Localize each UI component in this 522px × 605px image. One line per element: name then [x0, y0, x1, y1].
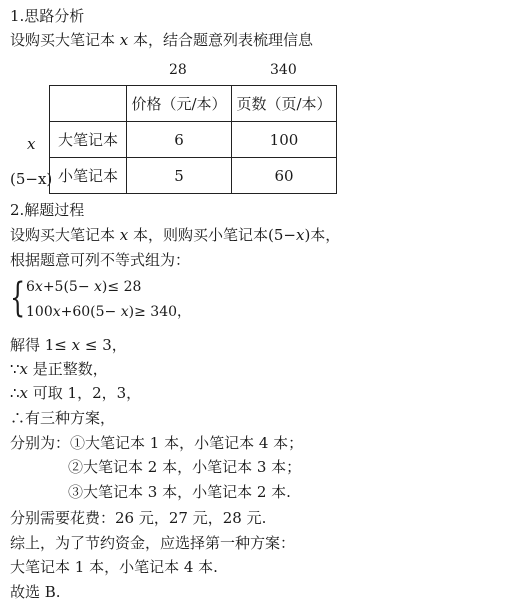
conclusion-line-1: 综上，为了节约资金，应选择第一种方案：	[10, 534, 296, 552]
because-line: ∵x 是正整数，	[10, 360, 108, 378]
cell-pages: 100	[232, 122, 337, 158]
plan-1: 分别为：①大笔记本 1 本，小笔记本 4 本；	[10, 434, 304, 452]
table-header-row	[50, 86, 337, 122]
conclusion-line-2: 大笔记本 1 本，小笔记本 4 本.	[10, 558, 218, 576]
table-row	[50, 158, 337, 194]
setup-line: 设购买大笔记本 x 本，则购买小笔记本(5−x)本，	[10, 226, 341, 244]
costs-line: 分别需要花费：26 元，27 元，28 元.	[10, 509, 267, 527]
solution-line: 解得 1≤ x ≤ 3，	[10, 336, 127, 354]
inequality-intro: 根据题意可列不等式组为：	[10, 251, 191, 269]
inequality-system	[10, 275, 210, 322]
cell-name: 大笔记本	[50, 122, 127, 158]
header-price: 价格（元/本）	[127, 86, 232, 122]
cell-price: 5	[127, 158, 232, 194]
table-row	[50, 122, 337, 158]
section-2-title: 2.解题过程	[10, 201, 85, 219]
section-1-title: 1.思路分析	[10, 7, 85, 25]
plans-count-line: ∴有三种方案，	[10, 409, 116, 427]
cell-name: 小笔记本	[50, 158, 127, 194]
plan-2: ②大笔记本 2 本，小笔记本 3 本；	[68, 458, 302, 476]
answer-line: 故选 B.	[10, 583, 61, 601]
row-label-large: x	[27, 135, 36, 153]
cell-pages: 60	[232, 158, 337, 194]
header-pages: 页数（页/本）	[232, 86, 337, 122]
therefore-line: ∴x 可取 1，2，3，	[10, 384, 142, 402]
header-empty	[50, 86, 127, 122]
row-label-small: (5−x)	[10, 170, 53, 188]
inequality-2: 100x+60(5− x)≥ 340，	[26, 304, 192, 320]
brace-icon: {	[10, 275, 26, 321]
section-1-intro: 设购买大笔记本 x 本，结合题意列表梳理信息	[10, 31, 314, 49]
inequality-1: 6x+5(5− x)≤ 28	[26, 279, 142, 295]
price-total: 28	[169, 62, 187, 78]
pages-total: 340	[270, 62, 297, 78]
info-table	[49, 85, 337, 194]
cell-price: 6	[127, 122, 232, 158]
plan-3: ③大笔记本 3 本，小笔记本 2 本.	[68, 483, 291, 501]
